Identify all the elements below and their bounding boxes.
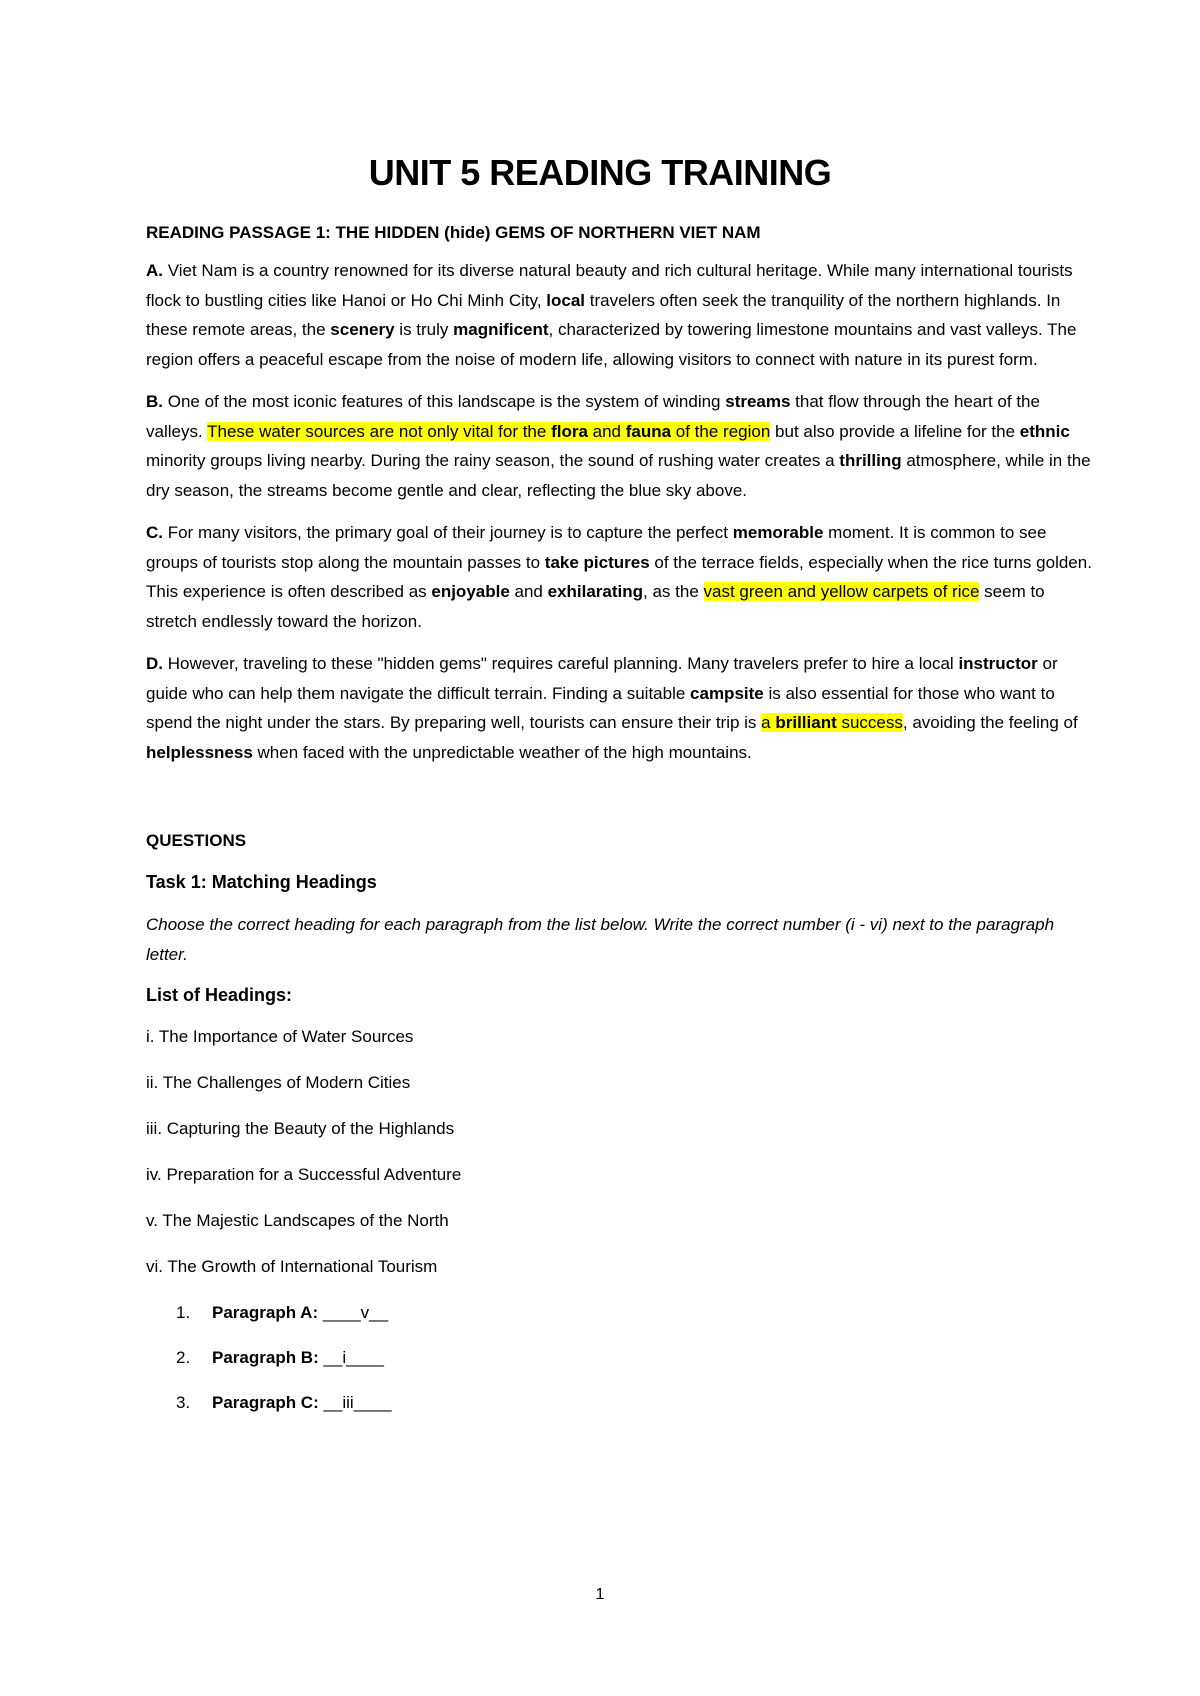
- answer-item: [176, 1301, 1096, 1325]
- keyword: thrilling: [839, 451, 902, 470]
- answer-label: Paragraph C:: [212, 1393, 319, 1412]
- answer-item: [176, 1346, 1096, 1370]
- page-number: 1: [595, 1586, 605, 1603]
- highlighted-text: and: [587, 421, 626, 441]
- spacer: [146, 780, 1096, 830]
- text-segment: but also provide a lifeline for the: [770, 421, 1020, 441]
- passage-body: [146, 256, 1096, 767]
- paragraph-letter: D.: [146, 654, 163, 673]
- text-segment: is also essential for those who want to spend the night under the stars. By preparing well, tourists can ensure their trip is: [146, 683, 1055, 732]
- keyword: ethnic: [1019, 421, 1070, 441]
- highlighted-text: a: [761, 713, 776, 732]
- keyword: magnificent: [453, 320, 549, 339]
- text-segment: travelers often seek the tranquility of the northern highlands. In these remote areas, the: [146, 290, 1061, 339]
- list-of-headings-title: List of Headings:: [146, 985, 293, 1005]
- passage-paragraph: [146, 649, 1096, 767]
- answer-value[interactable]: ____v__: [318, 1303, 389, 1322]
- keyword: enjoyable: [431, 582, 510, 601]
- keyword: brilliant: [775, 713, 837, 732]
- keyword: streams: [725, 392, 791, 411]
- answer-value[interactable]: __iii____: [318, 1393, 392, 1412]
- text-segment: atmosphere, while in the dry season, the streams become gentle and clear, reflecting the blue sky above.: [146, 451, 1091, 500]
- keyword: memorable: [732, 523, 824, 542]
- paragraph-letter: B.: [146, 392, 163, 411]
- page-title: UNIT 5 READING TRAINING: [368, 152, 832, 193]
- paragraph-letter: C.: [146, 523, 163, 542]
- text-segment: is truly: [394, 320, 454, 339]
- text-segment: and: [509, 582, 548, 601]
- answer-label: Paragraph A:: [212, 1303, 319, 1322]
- text-segment: Viet Nam is a country renowned for its diverse natural beauty and rich cultural heritage. While many international tourists flock to bustling cities like Hanoi or Ho Chi Minh City,: [146, 261, 1073, 310]
- heading-item: vi. The Growth of International Tourism: [146, 1257, 438, 1276]
- keyword: instructor: [958, 654, 1038, 673]
- answer-number: 2.: [176, 1348, 191, 1367]
- passage-paragraph: [146, 518, 1096, 636]
- answer-list: [146, 1301, 1096, 1415]
- text-segment: , avoiding the feeling of: [902, 713, 1078, 732]
- text-segment: moment. It is common to see groups of tourists stop along the mountain passes to: [146, 523, 1047, 572]
- text-segment: seem to stretch endlessly toward the horizon.: [146, 582, 1045, 631]
- keyword: local: [546, 290, 586, 310]
- text-segment: that flow through the heart of the valleys.: [146, 392, 1040, 441]
- keyword: scenery: [330, 320, 395, 339]
- heading-item: iii. Capturing the Beauty of the Highlands: [146, 1119, 455, 1138]
- highlighted-text: success: [836, 713, 903, 732]
- text-segment: , characterized by towering limestone mountains and vast valleys. The region offers a peaceful escape from the noise of modern life, allowing visitors to connect with nature in its purest form.: [146, 320, 1077, 369]
- document-content: [146, 222, 1096, 1436]
- keyword: take pictures: [544, 552, 650, 572]
- text-segment: when faced with the unpredictable weather of the high mountains.: [252, 742, 752, 762]
- heading-item: iv. Preparation for a Successful Adventure: [146, 1165, 462, 1184]
- text-segment: or guide who can help them navigate the difficult terrain. Finding a suitable: [146, 654, 1058, 703]
- keyword: campsite: [690, 683, 764, 703]
- text-segment: of the terrace fields, especially when the rice turns golden. This experience is often described as: [146, 552, 1092, 601]
- text-segment: However, traveling to these "hidden gems" requires careful planning. Many travelers prefer to hire a local: [163, 654, 959, 673]
- paragraph-letter: A.: [146, 261, 163, 280]
- passage-paragraph: [146, 387, 1096, 505]
- heading-item: ii. The Challenges of Modern Cities: [146, 1073, 411, 1092]
- answer-number: 3.: [176, 1393, 191, 1412]
- text-segment: For many visitors, the primary goal of their journey is to capture the perfect: [163, 523, 733, 542]
- text-segment: One of the most iconic features of this landscape is the system of winding: [163, 392, 726, 411]
- task-1-title: Task 1: Matching Headings: [146, 872, 377, 892]
- keyword: helplessness: [146, 742, 253, 762]
- text-segment: minority groups living nearby. During the rainy season, the sound of rushing water creates a: [146, 451, 840, 470]
- task-1-instructions: Choose the correct heading for each paragraph from the list below. Write the correct number (i - vi) next to the paragraph letter.: [146, 915, 1055, 964]
- heading-item: v. The Majestic Landscapes of the North: [146, 1211, 449, 1230]
- headings-list: [146, 1025, 1096, 1279]
- answer-number: 1.: [176, 1303, 191, 1322]
- answer-value[interactable]: __i____: [318, 1348, 384, 1367]
- heading-item: i. The Importance of Water Sources: [146, 1027, 414, 1046]
- passage-heading: READING PASSAGE 1: THE HIDDEN (hide) GEMS OF NORTHERN VIET NAM: [146, 223, 761, 242]
- highlighted-text: of the region: [671, 421, 771, 441]
- keyword: flora: [551, 421, 588, 441]
- highlighted-text: vast green and yellow carpets of rice: [703, 582, 980, 601]
- passage-paragraph: [146, 256, 1096, 374]
- answer-label: Paragraph B:: [212, 1348, 319, 1367]
- keyword: fauna: [625, 421, 672, 441]
- answer-item: [176, 1391, 1096, 1415]
- highlighted-text: These water sources are not only vital for the: [207, 421, 552, 441]
- text-segment: , as the: [643, 582, 704, 601]
- keyword: exhilarating: [547, 582, 644, 601]
- questions-heading: QUESTIONS: [146, 831, 247, 850]
